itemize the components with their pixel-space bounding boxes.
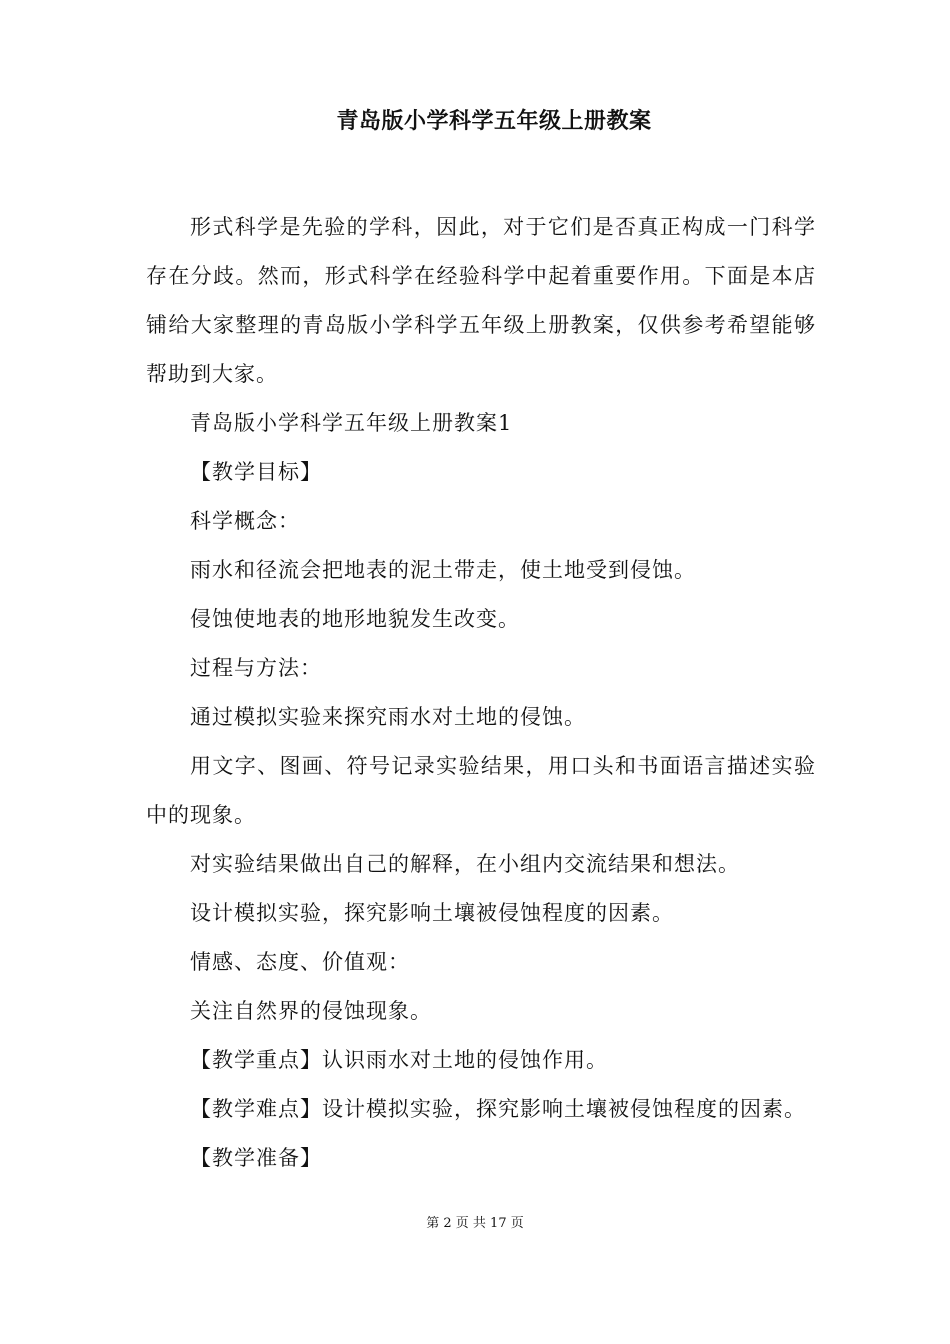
document-body	[146, 203, 816, 1183]
attitude-label: 情感、态度、价值观：	[190, 950, 410, 974]
concept-item: 雨水和径流会把地表的泥土带走，使土地受到侵蚀。	[190, 558, 696, 582]
teaching-focus: 【教学重点】认识雨水对土地的侵蚀作用。	[190, 1048, 608, 1072]
concept-item: 侵蚀使地表的地形地貌发生改变。	[190, 607, 520, 631]
page-number-footer: 第 2 页 共 17 页	[426, 1216, 524, 1231]
intro-paragraph: 形式科学是先验的学科，因此，对于它们是否真正构成一门科学存在分歧。然而，形式科学在经验科学中起着重要作用。下面是本店铺给大家整理的青岛版小学科学五年级上册教案，仅供参考希望能够帮助到大家。	[146, 215, 816, 386]
science-concept-label: 科学概念：	[190, 509, 300, 533]
process-item: 对实验结果做出自己的解释，在小组内交流结果和想法。	[190, 852, 740, 876]
teaching-objectives-heading: 【教学目标】	[190, 460, 322, 484]
attitude-item: 关注自然界的侵蚀现象。	[190, 999, 432, 1023]
process-item: 设计模拟实验，探究影响土壤被侵蚀程度的因素。	[190, 901, 674, 925]
section-heading: 青岛版小学科学五年级上册教案1	[190, 411, 513, 435]
page-title: 青岛版小学科学五年级上册教案	[336, 108, 652, 134]
teaching-preparation-heading: 【教学准备】	[190, 1146, 322, 1170]
process-item: 通过模拟实验来探究雨水对土地的侵蚀。	[190, 705, 586, 729]
process-item: 用文字、图画、符号记录实验结果，用口头和书面语言描述实验中的现象。	[146, 754, 816, 827]
teaching-difficulty: 【教学难点】设计模拟实验，探究影响土壤被侵蚀程度的因素。	[190, 1097, 806, 1121]
process-method-label: 过程与方法：	[190, 656, 322, 680]
